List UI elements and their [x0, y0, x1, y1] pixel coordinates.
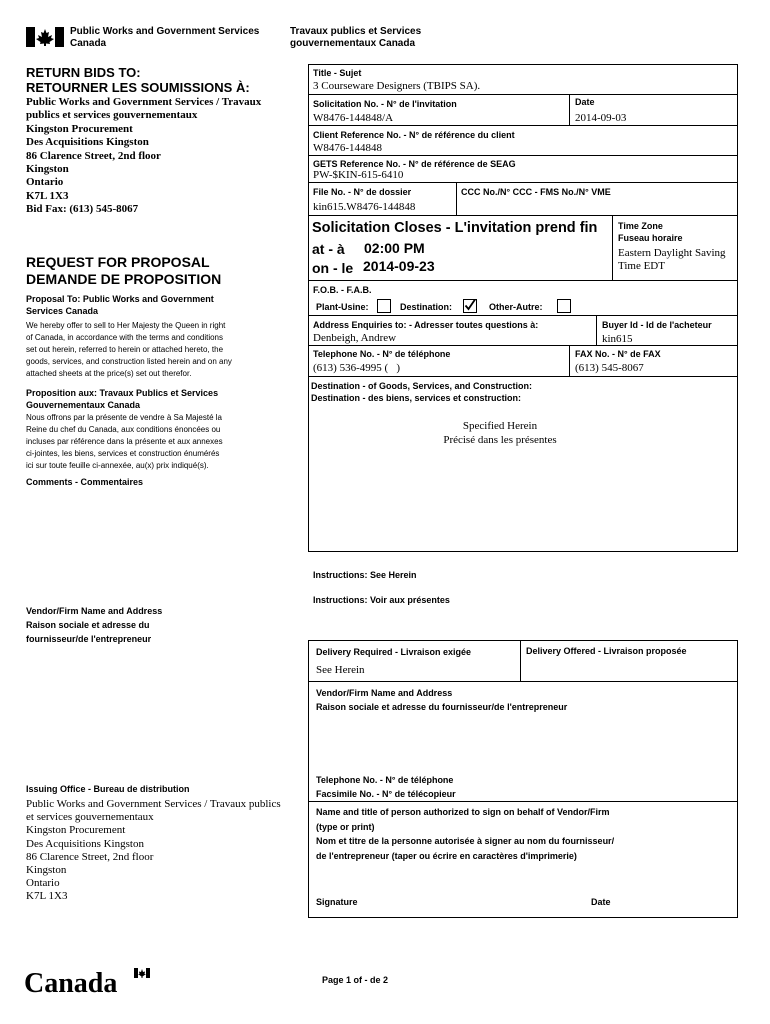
destination-goods-value: Specified Herein Précisé dans les présentes: [443, 420, 557, 446]
instructions-see-herein: Instructions: See Herein: [313, 570, 417, 580]
closing-time-value: 02:00 PM: [364, 240, 425, 256]
date-label: Date: [575, 97, 595, 107]
at-label: at - à: [312, 241, 345, 257]
gets-ref-label: GETS Reference No. - N° de référence de SEAG: [313, 159, 516, 169]
other-autre-label: Other-Autre:: [489, 302, 543, 312]
gets-ref-value: PW-$KIN-615-6410: [313, 169, 404, 181]
delivery-required-label: Delivery Required - Livraison exigée: [316, 647, 472, 657]
issuing-office-address: Public Works and Government Services / Travaux publics et services gouvernementaux Kingston Procurement Des Acquisitions Kingston 86 Clarence Street, 2nd floor Kingston Ontario K7L 1X3: [26, 798, 281, 903]
telephone-label: Telephone No. - N° de téléphone: [313, 349, 451, 359]
comments-label: Comments - Commentaires: [26, 477, 144, 487]
file-no-label: File No. - N° de dossier: [313, 187, 412, 197]
page-number: Page 1 of - de 2: [322, 975, 389, 985]
issuing-office-label: Issuing Office - Bureau de distribution: [26, 784, 190, 794]
title-value: 3 Courseware Designers (TBIPS SA).: [313, 80, 481, 92]
department-name-fr: Travaux publics et Services gouvernementaux Canada: [290, 26, 422, 49]
department-name-en: Public Works and Government Services Canada: [70, 26, 260, 49]
wordmark-flag-icon: [134, 968, 150, 978]
proposal-to-text: We hereby offer to sell to Her Majesty the Queen in right of Canada, in accordance with the terms and conditions set out herein, referred to herein or attached hereto, the goods, services, and construction listed herein and on any attached sheets at the price(s) set out therefor.: [26, 321, 232, 378]
proposition-text: Nous offrons par la présente de vendre à Sa Majesté la Reine du chef du Canada, aux conditions énoncées ou incluses par référence dans la présente et aux annexes ci-jointes, les biens, services et construction énumérés ici sur toute feuille ci-annexée, au(x) prix indiqué(s).: [26, 413, 223, 470]
return-bids-address: Public Works and Government Services / Travaux publics et services gouvernementaux Kingston Procurement Des Acquisitions Kingston 86 Clarence Street, 2nd floor Kingston Ontario K7L 1X3 Bid Fax: (613) 545-8067: [26, 96, 262, 216]
return-bids-heading: RETURN BIDS TO: RETOURNER LES SOUMISSIONS À:: [26, 65, 250, 95]
vendor-firm-label: Vendor/Firm Name and Address Raison sociale et adresse du fournisseur/de l'entrepreneur: [316, 688, 568, 712]
proposal-to-label: Proposal To: Public Works and Government Services Canada: [26, 294, 214, 316]
delivery-offered-label: Delivery Offered - Livraison proposée: [526, 646, 687, 656]
buyer-id-value: kin615: [602, 333, 633, 345]
canada-wordmark: [24, 966, 134, 1002]
phone-fax-label: Telephone No. - N° de téléphone Facsimile No. - N° de télécopieur: [316, 775, 456, 799]
plant-usine-checkbox[interactable]: [377, 299, 391, 313]
telephone-value: (613) 536-4995 ( ): [313, 362, 401, 374]
other-autre-checkbox[interactable]: [557, 299, 571, 313]
on-label: on - le: [312, 260, 354, 276]
fax-label: FAX No. - N° de FAX: [575, 349, 661, 359]
destination-label: Destination:: [400, 302, 453, 312]
time-zone-label: Time Zone Fuseau horaire: [618, 221, 683, 243]
authorized-person-label: Name and title of person authorized to sign on behalf of Vendor/Firm (type or print) Nom et titre de la personne autorisée à signer au nom du fournisseur/ de l'entrepreneur (taper ou écrire en caractères d'imprimerie): [316, 807, 615, 861]
signature-label: Signature: [316, 897, 358, 907]
time-zone-value: Eastern Daylight Saving Time EDT: [618, 247, 726, 272]
destination-checkbox[interactable]: [463, 299, 477, 313]
signature-date-label: Date: [591, 897, 611, 907]
ccc-label: CCC No./N° CCC - FMS No./N° VME: [461, 187, 611, 197]
check-icon: [463, 298, 477, 312]
solicitation-value: W8476-144848/A: [313, 112, 394, 124]
address-enquiries-label: Address Enquiries to: - Adresser toutes questions à:: [313, 320, 539, 330]
client-ref-label: Client Reference No. - N° de référence du client: [313, 130, 515, 140]
file-no-value: kin615.W8476-144848: [313, 201, 416, 213]
canada-wordmark-text: Canada: [24, 968, 118, 999]
title-label: Title - Sujet: [313, 68, 362, 78]
canada-flag-logo: [26, 27, 64, 47]
destination-goods-label: Destination - of Goods, Services, and Construction: Destination - des biens, services et construction:: [311, 381, 533, 403]
proposition-label: Proposition aux: Travaux Publics et Services Gouvernementaux Canada: [26, 388, 219, 410]
vendor-firm-label-left: Vendor/Firm Name and Address Raison sociale et adresse du fournisseur/de l'entrepreneur: [26, 606, 163, 644]
rfp-heading: REQUEST FOR PROPOSAL DEMANDE DE PROPOSITION: [26, 254, 222, 287]
address-enquiries-value: Denbeigh, Andrew: [313, 332, 397, 344]
fax-value: (613) 545-8067: [575, 362, 644, 374]
date-value: 2014-09-03: [575, 112, 627, 124]
solicitation-closes-heading: Solicitation Closes - L'invitation prend fin: [312, 220, 598, 236]
delivery-required-value: See Herein: [316, 664, 365, 676]
closing-date-value: 2014-09-23: [363, 258, 435, 274]
instructions-voir-aux-presentes: Instructions: Voir aux présentes: [313, 595, 450, 605]
plant-usine-label: Plant-Usine:: [316, 302, 369, 312]
solicitation-label: Solicitation No. - N° de l'invitation: [313, 99, 457, 109]
maple-leaf-icon: [26, 27, 64, 47]
client-ref-value: W8476-144848: [313, 142, 383, 154]
buyer-id-label: Buyer Id - Id de l'acheteur: [602, 320, 712, 330]
fob-label: F.O.B. - F.A.B.: [313, 285, 372, 295]
